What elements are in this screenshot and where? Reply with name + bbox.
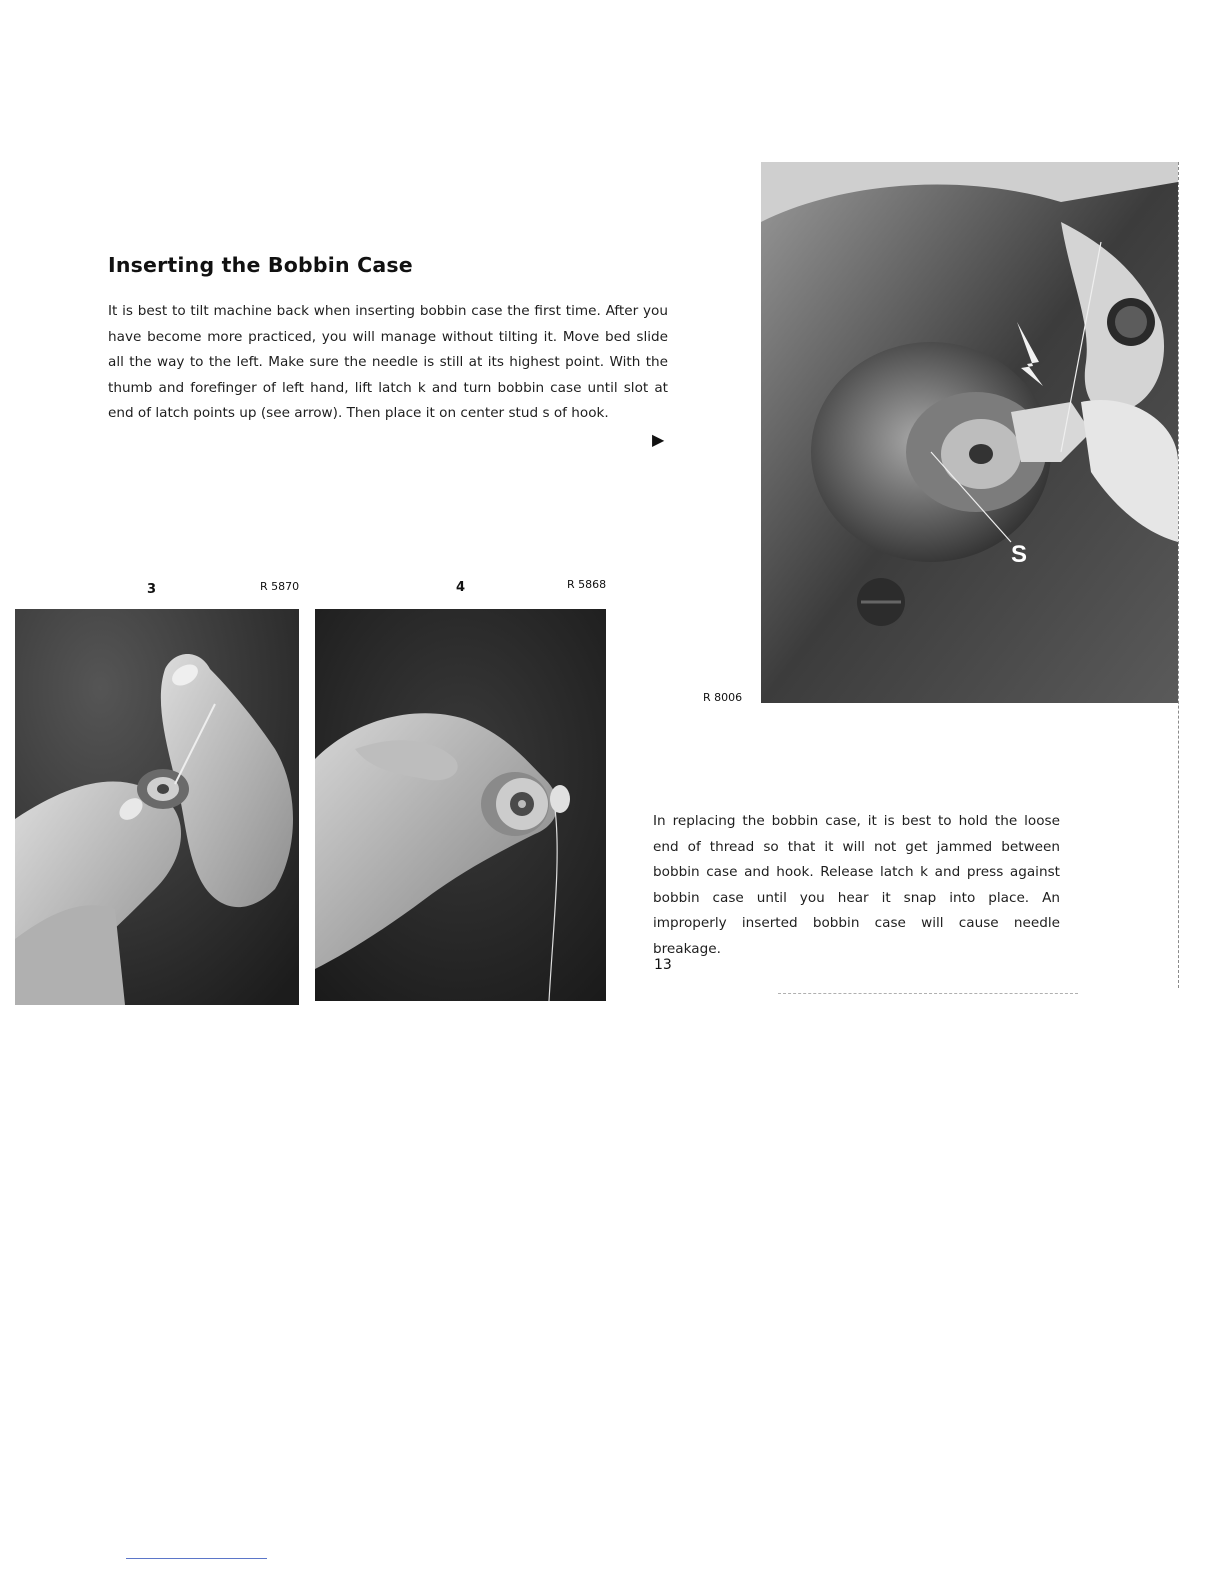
instruction-paragraph-1: It is best to tilt machine back when inserting bobbin case the first time. After you have become more practiced, you will manage without tilting it. Move bed slide all the way to the left. Make sure the needle is still at its highest point. With the thumb and forefinger of left hand, lift latch k and turn bobbin case until slot at end of latch points up (see arrow). Then place it on center stud s of hook. xyxy=(108,303,668,421)
photo-hand-holding-bobbin-case xyxy=(315,609,606,1001)
stud-s-label: S xyxy=(1011,541,1028,568)
figure-3-number: 3 xyxy=(147,582,157,597)
instruction-paragraph-2: In replacing the bobbin case, it is best to hold the loose end of thread so that it will not get jammed between bobbin case and hook. Release latch k and press against bobbin case until you hear it snap into place. An improperly inserted bobbin case will cause needle breakage. xyxy=(653,813,1060,957)
figure-4-reference: R 5868 xyxy=(567,578,607,591)
page-number: 13 xyxy=(654,957,672,973)
photo-hands-lifting-latch xyxy=(15,609,299,1005)
figure-4-number: 4 xyxy=(456,580,466,595)
photo-bobbin-case-in-hook xyxy=(761,162,1178,703)
continue-arrow-icon: ▶ xyxy=(652,430,665,449)
footer-underline xyxy=(126,1558,267,1559)
section-title: Inserting the Bobbin Case xyxy=(108,253,413,277)
figure-5-reference: R 8006 xyxy=(703,691,743,704)
frame-rule-right xyxy=(1178,162,1179,988)
figure-3-reference: R 5870 xyxy=(260,580,300,593)
frame-rule-bottom xyxy=(778,993,1078,994)
